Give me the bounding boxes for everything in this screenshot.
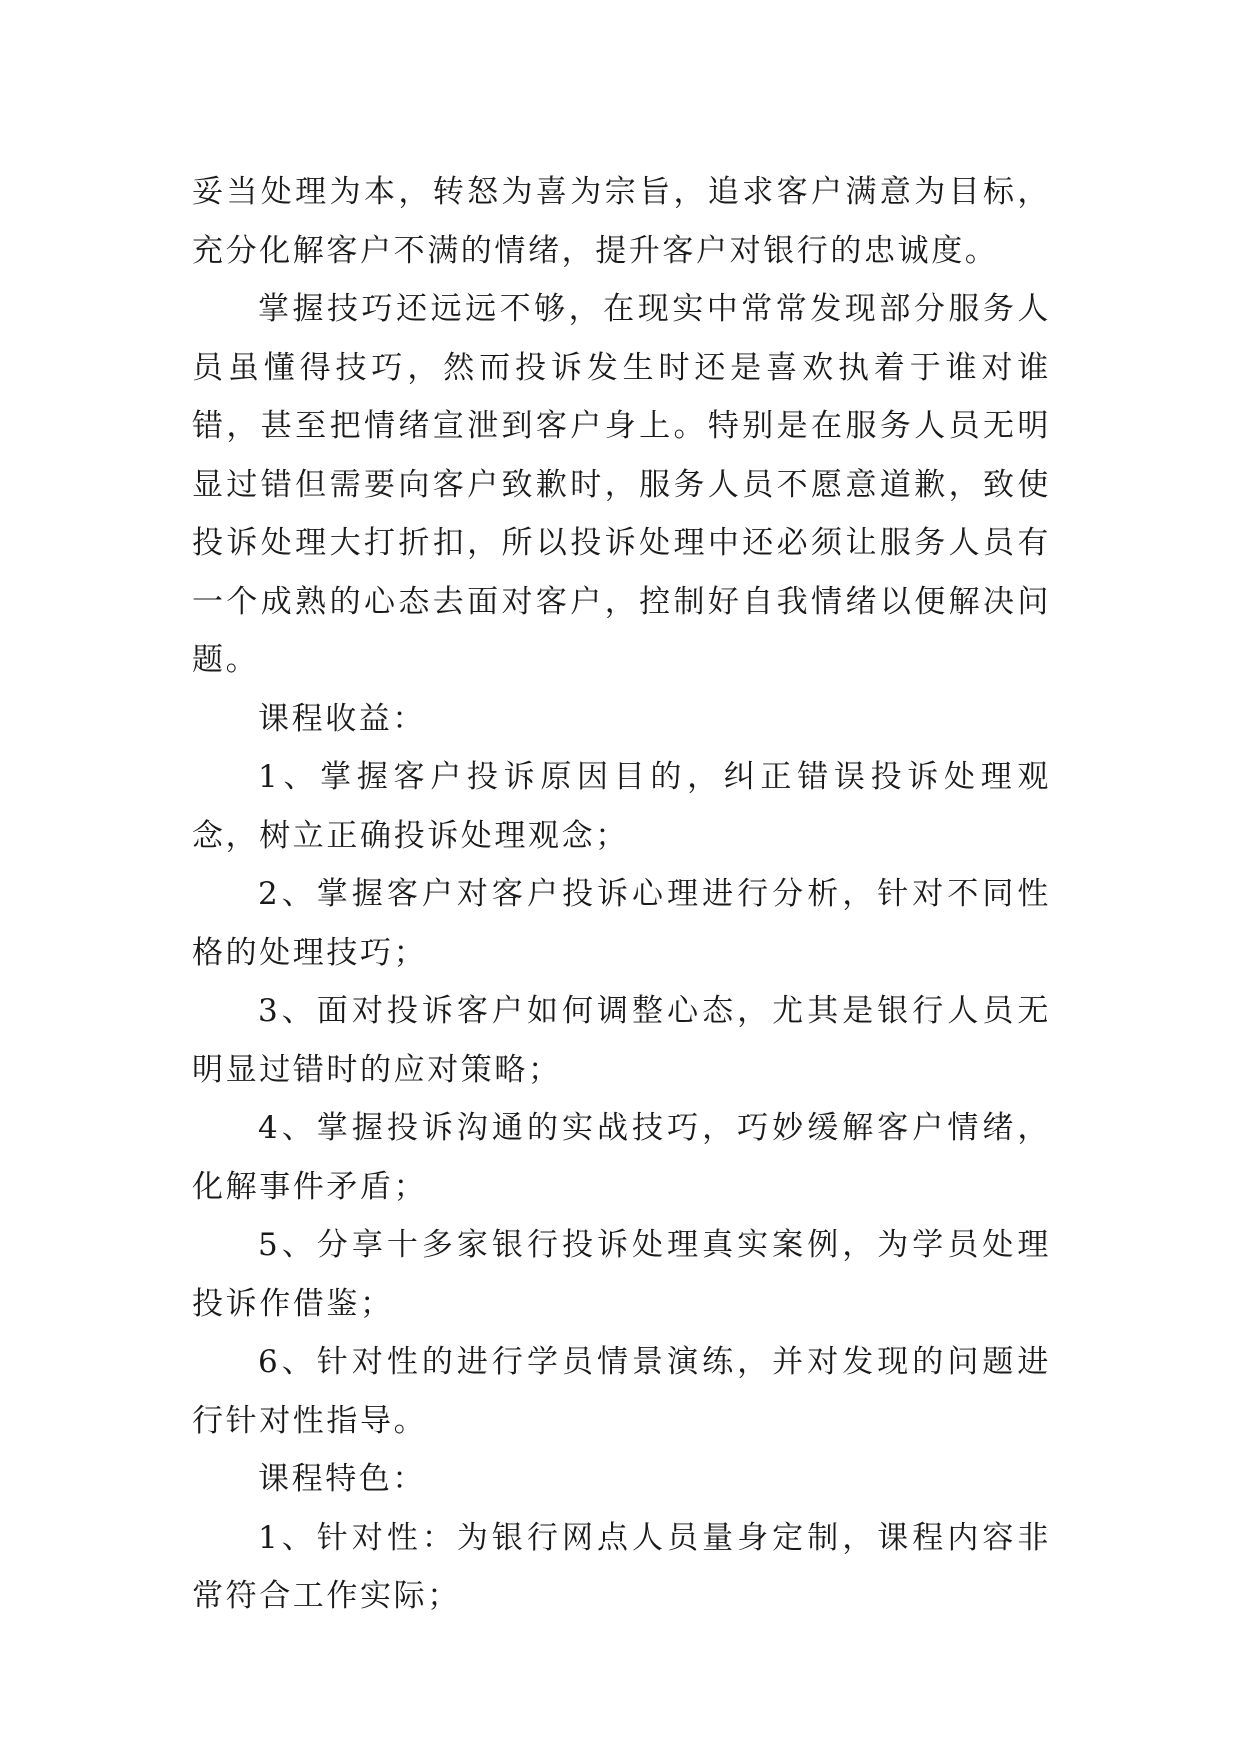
- heading-course-features: 课程特色：: [258, 1461, 426, 1497]
- paragraph-intro-continuation: 妥当处理为本，转怒为喜为宗旨，追求客户满意为目标，充分化解客户不满的情绪，提升客户对银行的忠诚度。: [192, 174, 1051, 269]
- list-item-benefit-3: 3、面对投诉客户如何调整心态，尤其是银行人员无明显过错时的应对策略；: [192, 993, 1051, 1088]
- list-item-benefit-6: 6、针对性的进行学员情景演练，并对发现的问题进行针对性指导。: [192, 1344, 1051, 1439]
- list-item-benefit-4: 4、掌握投诉沟通的实战技巧，巧妙缓解客户情绪，化解事件矛盾；: [192, 1110, 1051, 1205]
- list-item-benefit-2: 2、掌握客户对客户投诉心理进行分析，针对不同性格的处理技巧；: [192, 876, 1051, 971]
- list-item-benefit-1: 1、掌握客户投诉原因目的，纠正错误投诉处理观念，树立正确投诉处理观念；: [192, 759, 1051, 854]
- list-item-feature-1: 1、针对性：为银行网点人员量身定制，课程内容非常符合工作实际；: [192, 1519, 1051, 1614]
- heading-course-benefits: 课程收益：: [258, 700, 426, 737]
- paragraph-skills-not-enough: 掌握技巧还远远不够，在现实中常常发现部分服务人员虽懂得技巧，然而投诉发生时还是喜欢执着于谁对谁错，甚至把情绪宣泄到客户身上。特别是在服务人员无明显过错但需要向客户致歉时，服务人员不愿意道歉，致使投诉处理大打折扣，所以投诉处理中还必须让服务人员有一个成熟的心态去面对客户，控制好自我情绪以便解决问题。: [192, 291, 1051, 678]
- list-item-benefit-5: 5、分享十多家银行投诉处理真实案例，为学员处理投诉作借鉴；: [192, 1227, 1051, 1322]
